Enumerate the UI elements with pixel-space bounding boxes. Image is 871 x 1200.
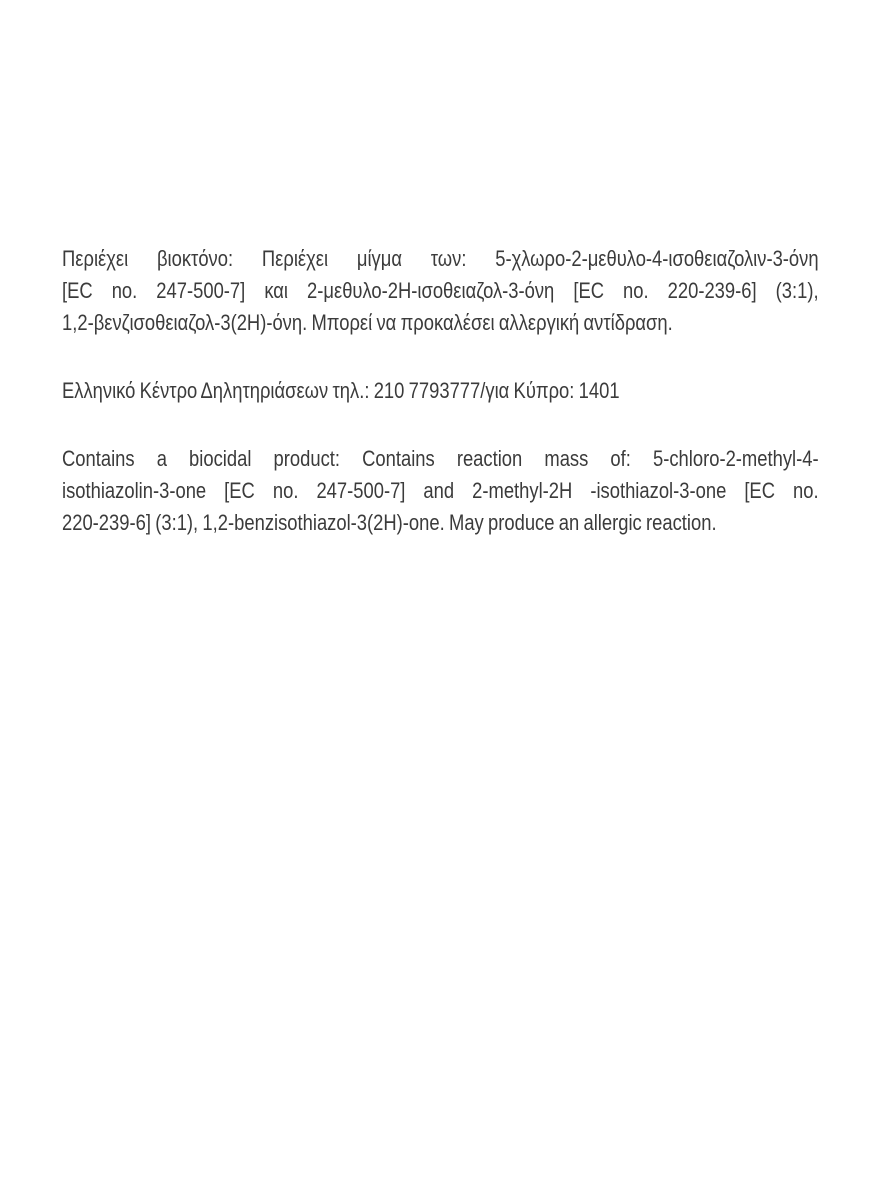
paragraph-poison-center-phone [62, 375, 819, 407]
poison-center-phone-line: Ελληνικό Κέντρο Δηλητηριάσεων τηλ.: 210 7793777/για Κύπρο: 1401 [62, 378, 620, 403]
greek-statement-line-3: 1,2-βενζισοθειαζολ-3(2H)-όνη. Μπορεί να προκαλέσει αλλεργική αντίδραση. [62, 310, 673, 335]
label-text-block [62, 243, 819, 575]
english-statement-line-2: isothiazolin-3-one [EC no. 247-500-7] and 2-methyl-2H -isothiazol-3-one [EC no. [62, 478, 819, 503]
paragraph-greek-biocide-statement [62, 243, 819, 339]
english-statement-line-1: Contains a biocidal product: Contains reaction mass of: 5-chloro-2-methyl-4- [62, 446, 819, 471]
paragraph-english-biocide-statement [62, 443, 819, 539]
greek-statement-line-2: [EC no. 247-500-7] και 2-μεθυλο-2H-ισοθειαζολ-3-όνη [EC no. 220-239-6] (3:1), [62, 278, 819, 303]
greek-statement-line-1: Περιέχει βιοκτόνο: Περιέχει μίγμα των: 5-χλωρο-2-μεθυλο-4-ισοθειαζολιν-3-όνη [62, 246, 819, 271]
english-statement-line-3: 220-239-6] (3:1), 1,2-benzisothiazol-3(2H)-one. May produce an allergic reaction. [62, 510, 717, 535]
